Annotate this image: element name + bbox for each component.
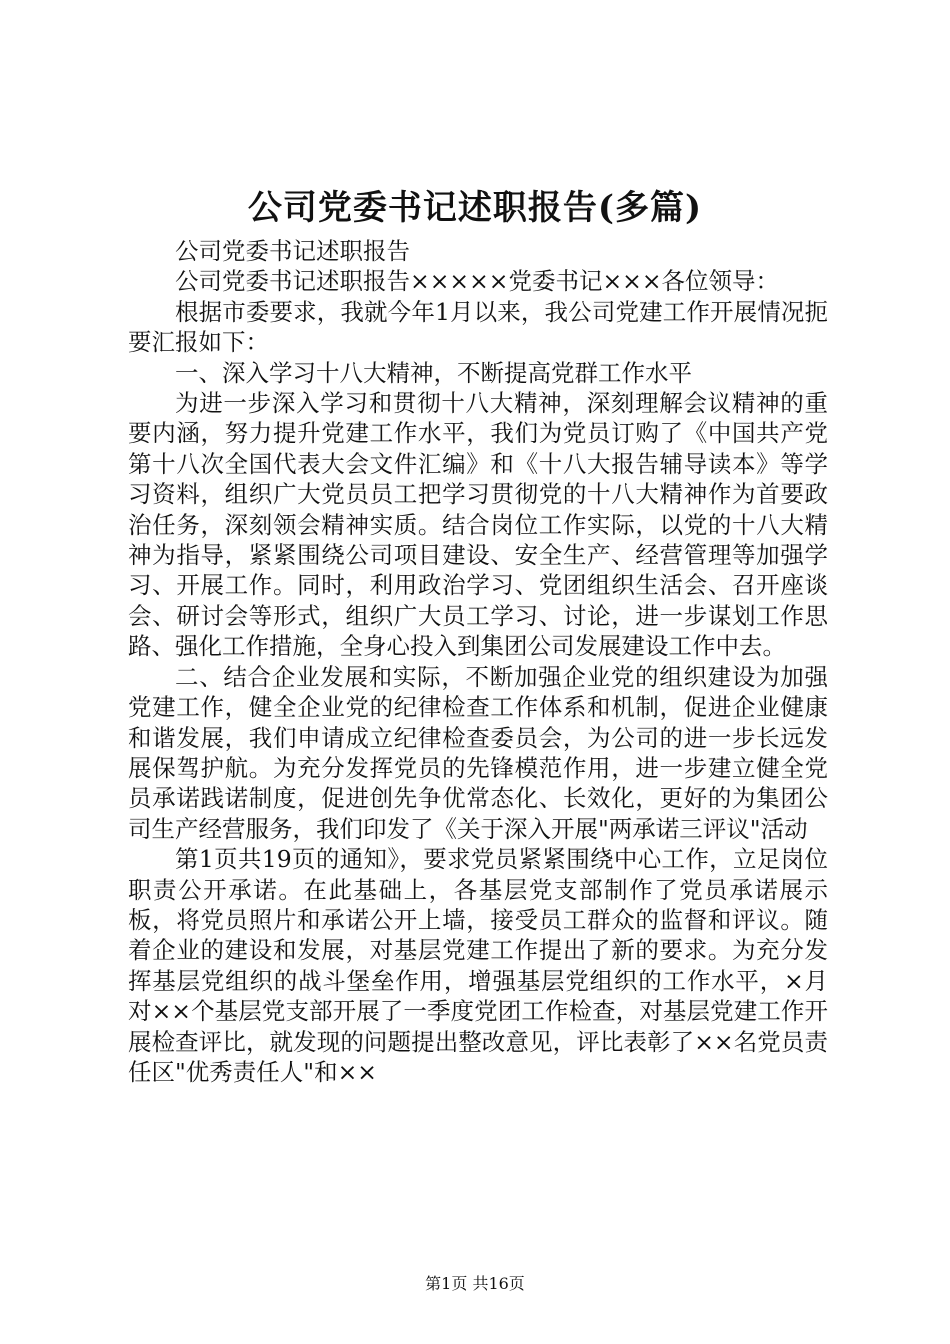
paragraph-continuation: 第1页共19页的通知》，要求党员紧紧围绕中心工作，立足岗位职责公开承诺。在此基础上，各基层党支部制作了党员承诺展示板，将党员照片和承诺公开上墙，接受员工群众的监督和评议。随着企业的建设和发展，对基层党建工作提出了新的要求。为充分发挥基层党组织的战斗堡垒作用，增强基层党组织的工作水平，×月对××个基层党支部开展了一季度党团工作检查，对基层党建工作开展检查评比，就发现的问题提出整改意见，评比表彰了××名党员责任区"优秀责任人"和××: [128, 845, 828, 1086]
document-title: 公司党委书记述职报告(多篇): [247, 188, 703, 228]
document-body: [128, 236, 828, 1087]
paragraph-section-2: 二、结合企业发展和实际，不断加强企业党的组织建设为加强党建工作，健全企业党的纪律检查工作体系和机制，促进企业健康和谐发展，我们申请成立纪律检查委员会，为公司的进一步长远发展保驾护航。为充分发挥党员的先锋模范作用，进一步建立健全党员承诺践诺制度，促进创先争优常态化、长效化，更好的为集团公司生产经营服务，我们印发了《关于深入开展"两承诺三评议"活动: [128, 662, 828, 843]
paragraph-intro: 根据市委要求，我就今年1月以来，我公司党建工作开展情况扼要汇报如下：: [128, 297, 828, 357]
paragraph-section-1: 为进一步深入学习和贯彻十八大精神，深刻理解会议精神的重要内涵，努力提升党建工作水平，我们为党员订购了《中国共产党第十八次全国代表大会文件汇编》和《十八大报告辅导读本》等学习资料，组织广大党员员工把学习贯彻党的十八大精神作为首要政治任务，深刻领会精神实质。结合岗位工作实际，以党的十八大精神为指导，紧紧围绕公司项目建设、安全生产、经营管理等加强学习、开展工作。同时，利用政治学习、党团组织生活会、召开座谈会、研讨会等形式，组织广大员工学习、讨论，进一步谋划工作思路、强化工作措施，全身心投入到集团公司发展建设工作中去。: [128, 389, 828, 661]
paragraph-subtitle: 公司党委书记述职报告: [175, 237, 410, 265]
section-heading-1: 一、深入学习十八大精神，不断提高党群工作水平: [175, 358, 692, 387]
paragraph-salutation: 公司党委书记述职报告×××××党委书记×××各位领导：: [175, 267, 780, 296]
page-footer: 第1页 共16页: [425, 1274, 525, 1293]
